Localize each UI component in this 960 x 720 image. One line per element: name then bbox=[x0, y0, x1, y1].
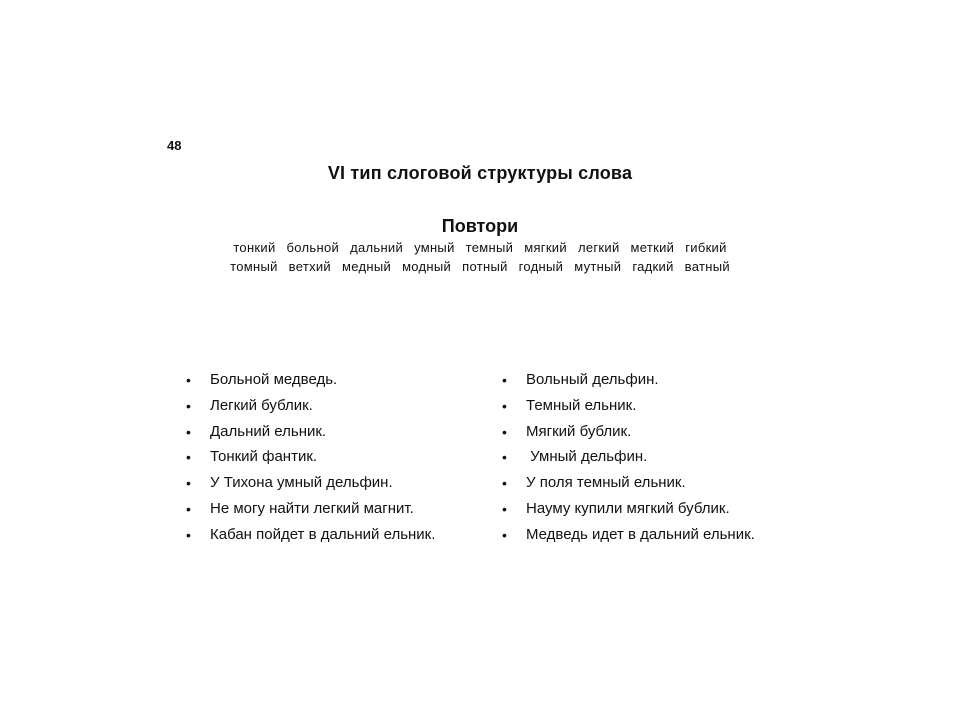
bullet-icon: • bbox=[502, 397, 507, 414]
sentence-list-left bbox=[186, 371, 435, 552]
sentence: Мягкий бублик. bbox=[526, 422, 632, 440]
word: томный bbox=[230, 259, 278, 274]
bullet-icon: • bbox=[502, 423, 507, 440]
word: меткий bbox=[630, 240, 675, 255]
word: ватный bbox=[684, 259, 730, 274]
word: мягкий bbox=[524, 240, 567, 255]
word: ветхий bbox=[288, 259, 331, 274]
list-item bbox=[186, 397, 435, 423]
word: гибкий bbox=[685, 240, 727, 255]
sentence: Вольный дельфин. bbox=[526, 371, 659, 388]
word-row-1 bbox=[0, 240, 960, 255]
list-item bbox=[186, 526, 435, 552]
list-item bbox=[186, 474, 435, 500]
word: модный bbox=[402, 259, 452, 274]
page-title: VI тип слоговой структуры слова bbox=[327, 163, 633, 183]
bullet-icon: • bbox=[502, 372, 507, 388]
sentence: Больной медведь. bbox=[210, 371, 338, 388]
word: дальний bbox=[350, 240, 404, 255]
list-item bbox=[186, 371, 435, 397]
sentence: У поля темный ельник. bbox=[526, 474, 686, 492]
word: медный bbox=[342, 259, 392, 274]
bullet-icon: • bbox=[186, 500, 191, 517]
section-heading: Повтори bbox=[441, 216, 519, 236]
sentence: Легкий бублик. bbox=[210, 396, 313, 414]
bullet-icon: • bbox=[186, 449, 191, 466]
sentence-list-right bbox=[502, 371, 755, 552]
word: гадкий bbox=[632, 259, 674, 274]
bullet-icon: • bbox=[186, 397, 191, 414]
bullet-icon: • bbox=[186, 526, 191, 543]
list-item bbox=[502, 526, 755, 552]
list-item bbox=[502, 371, 755, 397]
word: больной bbox=[286, 240, 340, 255]
sentence: У Тихона умный дельфин. bbox=[210, 474, 393, 492]
sentence: Науму купили мягкий бублик. bbox=[526, 499, 730, 517]
word-row-2 bbox=[0, 259, 960, 274]
list-item bbox=[502, 397, 755, 423]
sentence: Умный дельфин. bbox=[526, 448, 648, 466]
page-number: 48 bbox=[167, 138, 182, 153]
list-item bbox=[502, 474, 755, 500]
word: умный bbox=[414, 240, 455, 255]
bullet-icon: • bbox=[502, 475, 507, 492]
word: тонкий bbox=[233, 240, 276, 255]
bullet-icon: • bbox=[502, 449, 507, 466]
bullet-icon: • bbox=[186, 423, 191, 440]
list-item bbox=[186, 500, 435, 526]
bullet-icon: • bbox=[502, 500, 507, 517]
sentence: Медведь идет в дальний ельник. bbox=[526, 525, 755, 543]
bullet-icon: • bbox=[186, 475, 191, 492]
word: легкий bbox=[577, 240, 620, 255]
word: мутный bbox=[574, 259, 622, 274]
word: темный bbox=[465, 240, 514, 255]
list-item bbox=[502, 448, 755, 474]
sentence: Темный ельник. bbox=[526, 396, 637, 414]
word: годный bbox=[518, 259, 564, 274]
sentence: Кабан пойдет в дальний ельник. bbox=[210, 525, 436, 543]
sentence: Не могу найти легкий магнит. bbox=[210, 499, 414, 517]
sentence: Тонкий фантик. bbox=[210, 448, 318, 466]
list-item bbox=[186, 448, 435, 474]
bullet-icon: • bbox=[186, 372, 191, 388]
word: потный bbox=[462, 259, 508, 274]
sentence: Дальний ельник. bbox=[210, 422, 327, 440]
list-item bbox=[502, 423, 755, 449]
list-item bbox=[186, 423, 435, 449]
bullet-icon: • bbox=[502, 526, 507, 543]
list-item bbox=[502, 500, 755, 526]
